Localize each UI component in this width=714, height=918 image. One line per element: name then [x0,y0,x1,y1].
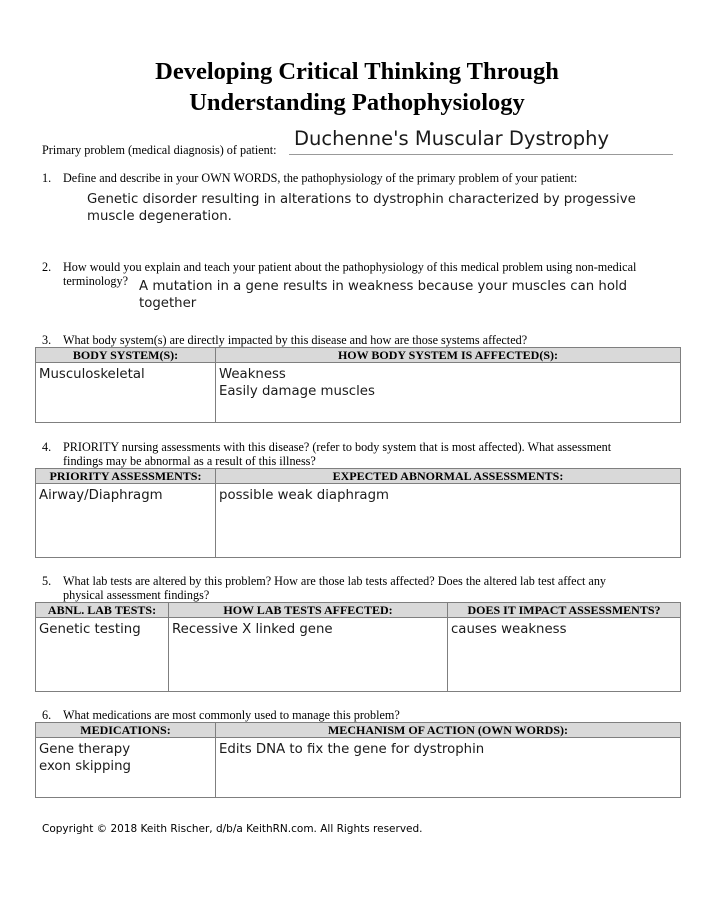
medication-cell[interactable] [36,738,216,798]
mechanism-cell[interactable] [216,738,681,798]
cell-text: Recessive X linked gene [172,622,333,637]
body-system-cell[interactable] [36,363,216,423]
question-4-number: 4. [42,440,52,454]
question-6-text: What medications are most commonly used to manage this problem? [63,708,400,722]
lab-tests-table [35,602,681,692]
question-2-answer[interactable] [139,278,627,312]
body-system-affected-cell[interactable] [216,363,681,423]
cell-text: possible weak diaphragm [219,488,389,503]
table-header: MECHANISM OF ACTION (OWN WORDS): [216,723,681,738]
table-header: DOES IT IMPACT ASSESSMENTS? [448,603,681,618]
question-5-number: 5. [42,574,52,588]
copyright-footer: Copyright © 2018 Keith Rischer, d/b/a KeithRN.com. All Rights reserved. [42,823,423,835]
question-5-text-line: What lab tests are altered by this problem? How are those lab tests affected? Does the altered lab test affect any [63,574,607,588]
table-header: HOW LAB TESTS AFFECTED: [169,603,448,618]
body-system-table [35,347,681,423]
question-6-number: 6. [42,708,52,722]
table-header: PRIORITY ASSESSMENTS: [36,469,216,484]
cell-text: Musculoskeletal [39,367,145,382]
medications-table [35,722,681,798]
priority-assessments-table [35,468,681,558]
table-header: EXPECTED ABNORMAL ASSESSMENTS: [216,469,681,484]
page-title [0,56,714,118]
cell-text: Easily damage muscles [219,384,375,399]
cell-text: Edits DNA to fix the gene for dystrophin [219,742,485,757]
question-5-text [63,575,606,602]
question-2-answer-line: A mutation in a gene results in weakness because your muscles can hold [139,279,628,294]
cell-text: Genetic testing [39,622,141,637]
question-1-number: 1. [42,171,52,185]
lab-test-impact-cell[interactable] [448,618,681,692]
page-title-line1: Developing Critical Thinking Through [155,58,559,85]
table-header: HOW BODY SYSTEM IS AFFECTED(S): [216,348,681,363]
question-3-number: 3. [42,333,52,347]
priority-assessment-cell[interactable] [36,484,216,558]
question-4-text [63,441,611,468]
question-4-text-line: PRIORITY nursing assessments with this disease? (refer to body system that is most affected). What assessment [63,440,612,454]
primary-problem-underline [289,154,673,155]
table-header: MEDICATIONS: [36,723,216,738]
lab-test-affected-cell[interactable] [169,618,448,692]
page-title-line2: Understanding Pathophysiology [189,89,525,116]
table-header: ABNL. LAB TESTS: [36,603,169,618]
lab-test-cell[interactable] [36,618,169,692]
primary-problem-answer[interactable]: Duchenne's Muscular Dystrophy [294,127,610,150]
question-1-text: Define and describe in your OWN WORDS, the pathophysiology of the primary problem of your patient: [63,171,578,185]
question-1-answer[interactable] [87,191,636,225]
cell-text: Airway/Diaphragm [39,488,163,503]
question-2-answer-line: together [139,296,197,311]
question-2-text-line: How would you explain and teach your patient about the pathophysiology of this medical problem using non-medical [63,260,637,274]
question-1-answer-line: muscle degeneration. [87,209,232,224]
question-2-text-line: terminology? [63,273,128,288]
question-4-text-line: findings may be abnormal as a result of this illness? [63,453,316,468]
question-2-number: 2. [42,260,52,274]
cell-text: Gene therapy [39,742,131,757]
primary-problem-label: Primary problem (medical diagnosis) of patient: [42,143,277,157]
question-1-answer-line: Genetic disorder resulting in alterations to dystrophin characterized by progessive [87,192,636,207]
question-3-text: What body system(s) are directly impacted by this disease and how are those systems affected? [63,333,528,347]
expected-abnormal-cell[interactable] [216,484,681,558]
question-5-text-line: physical assessment findings? [63,587,210,602]
cell-text: causes weakness [451,622,567,637]
cell-text: Weakness [219,367,286,382]
cell-text: exon skipping [39,759,131,774]
table-header: BODY SYSTEM(S): [36,348,216,363]
